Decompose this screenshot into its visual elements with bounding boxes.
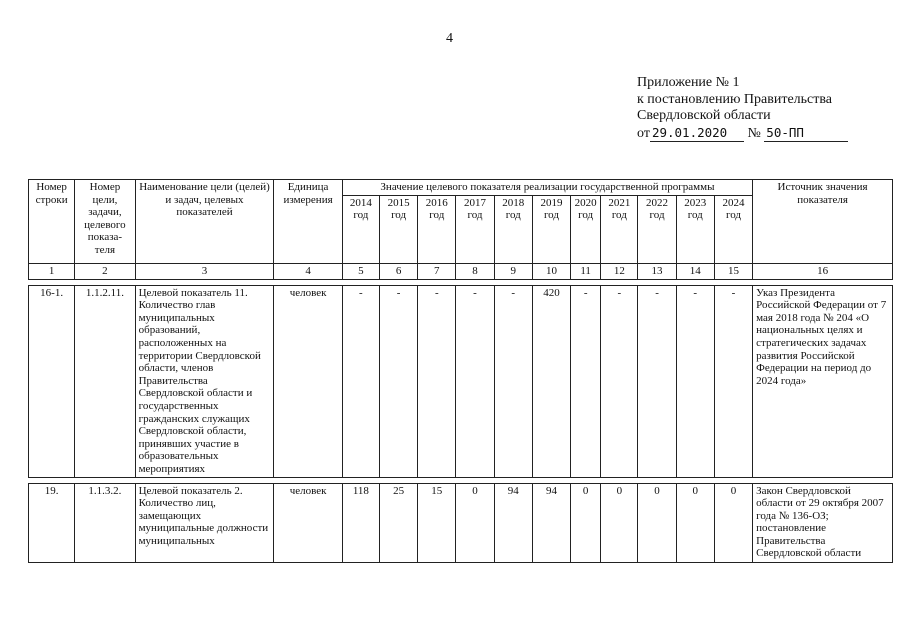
header-source: Источник значения показателя [753,180,893,264]
cell-value: 0 [638,483,676,562]
cell-value: 25 [379,483,417,562]
column-number: 5 [342,263,379,279]
cell-value: - [571,285,601,477]
column-number: 13 [638,263,676,279]
cell-value: - [714,285,752,477]
cell-source [753,483,893,562]
table-row [29,285,893,477]
column-number: 2 [75,263,135,279]
header-year: 2019 год [532,195,570,263]
cell-unit: человек [274,483,342,562]
column-number: 6 [379,263,417,279]
page-number: 4 [446,31,453,46]
header-values-group: Значение целевого показателя реализации государственной программы [342,180,752,196]
cell-value: - [342,285,379,477]
cell-row-no: 19. [29,483,75,562]
header-row-no: Номер строки [29,180,75,264]
appendix-region-line: Свердловской области [637,108,771,123]
header-unit: Единица измерения [274,180,342,264]
column-number: 9 [494,263,532,279]
table-row [29,483,893,562]
header-goal-no: Номер цели, задачи, целевого показа-теля [75,180,135,264]
cell-value: - [601,285,638,477]
cell-indicator-name: Целевой показатель 11. Количество глав муниципальных образований, расположенных на территории Свердловской области, членов Правительства Свердловской области и государственных гражданских служащих Свердловской области, принявших участие в образовательных мероприятиях [135,285,274,477]
cell-goal-no: 1.1.2.11. [75,285,135,477]
header-year: 2016 год [418,195,456,263]
header-year: 2017 год [456,195,494,263]
cell-value: 15 [418,483,456,562]
cell-value: 0 [456,483,494,562]
column-number: 14 [676,263,714,279]
appendix-header [637,75,848,142]
cell-value: - [676,285,714,477]
column-number: 7 [418,263,456,279]
appendix-date-line [637,125,848,143]
header-year: 2023 год [676,195,714,263]
header-year: 2021 год [601,195,638,263]
appendix-decree-line: к постановлению Правительства [637,91,833,107]
column-number: 8 [456,263,494,279]
cell-unit: человек [274,285,342,477]
header-year: 2024 год [714,195,752,263]
column-number: 15 [714,263,752,279]
cell-row-no: 16-1. [29,285,75,477]
column-number: 1 [29,263,75,279]
cell-value: 0 [714,483,752,562]
cell-value: 0 [571,483,601,562]
column-number-row [29,263,893,279]
cell-value: - [418,285,456,477]
source-text: Закон Свердловской области от 29 октября 2007 года № 136-ОЗ; постановление Правительства Свердловской области [756,484,884,560]
cell-value: - [379,285,417,477]
cell-value: 0 [676,483,714,562]
table-header-row [29,180,893,196]
date-prefix: от [637,125,650,141]
cell-source: Указ Президента Российской Федерации от 7 мая 2018 года № 204 «О национальных целях и стратегических задачах развития Российской Федерации на период до 2024 года» [753,285,893,477]
cell-value: - [494,285,532,477]
decree-number: 50-ПП [764,125,848,143]
cell-value: 94 [494,483,532,562]
column-number: 11 [571,263,601,279]
cell-value: 94 [532,483,570,562]
header-year: 2018 год [494,195,532,263]
cell-value: 118 [342,483,379,562]
column-number: 12 [601,263,638,279]
appendix-title: Приложение № 1 [637,75,740,90]
header-year: 2015 год [379,195,417,263]
cell-value: 0 [601,483,638,562]
column-number: 4 [274,263,342,279]
column-number: 10 [532,263,570,279]
indicators-table [28,179,893,563]
header-year: 2022 год [638,195,676,263]
indicator-name-text: Целевой показатель 2. Количество лиц, замещающих муниципальные должности муниципальных [138,484,269,547]
cell-value: - [638,285,676,477]
header-name: Наименование цели (целей) и задач, целевых показателей [135,180,274,264]
column-number: 3 [135,263,274,279]
decree-date: 29.01.2020 [650,125,744,143]
cell-indicator-name [135,483,274,562]
header-year: 2020 год [571,195,601,263]
number-prefix: № [747,125,761,141]
cell-value: - [456,285,494,477]
header-year: 2014 год [342,195,379,263]
cell-value: 420 [532,285,570,477]
column-number: 16 [753,263,893,279]
cell-goal-no: 1.1.3.2. [75,483,135,562]
